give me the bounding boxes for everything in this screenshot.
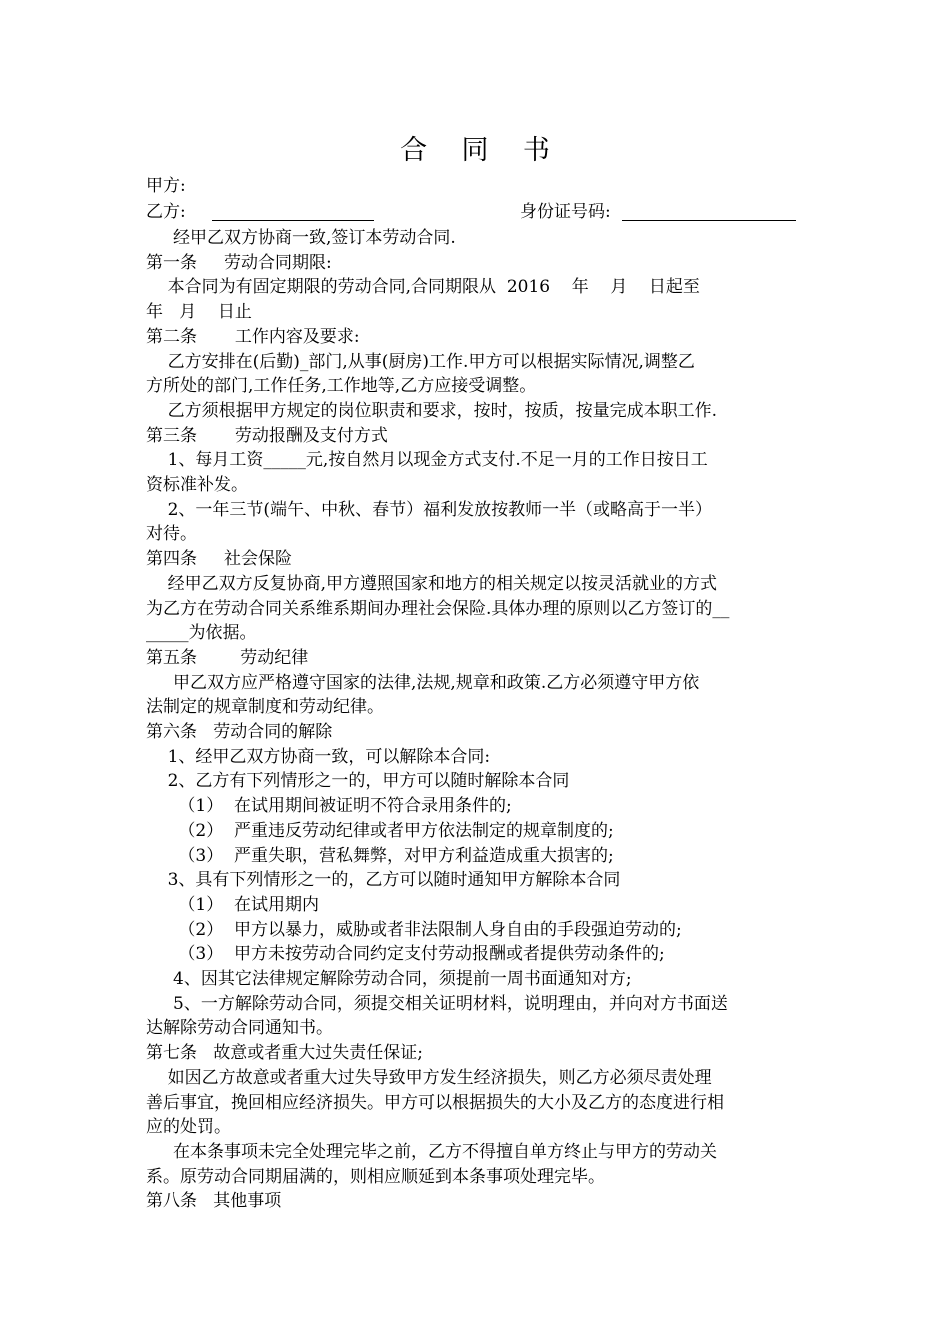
contract-line: 1、经甲乙双方协商一致，可以解除本合同: [146,747,491,767]
contract-line: 本合同为有固定期限的劳动合同,合同期限从 2016 年 月 日起至 [146,277,700,297]
contract-line: 乙方须根据甲方规定的岗位职责和要求，按时，按质，按量完成本职工作. [146,401,718,421]
contract-line: 第三条 劳动报酬及支付方式 [146,426,388,446]
contract-line: 第二条 工作内容及要求: [146,327,360,347]
contract-line: 在本条事项未完全处理完毕之前，乙方不得擅自单方终止与甲方的劳动关 [146,1142,718,1162]
contract-line: 对待。 [146,524,197,544]
contract-line: 达解除劳动合同通知书。 [146,1018,333,1038]
contract-line: 第八条 其他事项 [146,1191,282,1211]
contract-line: （2） 严重违反劳动纪律或者甲方依法制定的规章制度的; [146,821,614,841]
contract-line: 善后事宜，挽回相应经济损失。甲方可以根据损失的大小及乙方的态度进行相 [146,1093,724,1113]
contract-line: 3、具有下列情形之一的，乙方可以随时通知甲方解除本合同 [146,870,621,890]
id-number-label: 身份证号码: [520,202,611,222]
party-b-name-blank [212,200,374,221]
contract-line: 第四条 社会保险 [146,549,293,569]
contract-line: 甲乙双方应严格遵守国家的法律,法规,规章和政策.乙方必须遵守甲方依 [146,673,700,693]
contract-line: 年 月 日止 [146,302,252,322]
contract-line: 第五条 劳动纪律 [146,648,309,668]
contract-line: 方所处的部门,工作任务,工作地等,乙方应接受调整。 [146,376,537,396]
contract-line: 如因乙方故意或者重大过失导致甲方发生经济损失，则乙方必须尽责处理 [146,1068,712,1088]
contract-line: 1、每月工资_____元,按自然月以现金方式支付.不足一月的工作日按日工 [146,450,708,470]
contract-line: 第七条 故意或者重大过失责任保证; [146,1043,423,1063]
contract-line: 4、因其它法律规定解除劳动合同，须提前一周书面通知对方; [146,969,632,989]
contract-line: 第六条 劳动合同的解除 [146,722,333,742]
contract-line: （3） 甲方未按劳动合同约定支付劳动报酬或者提供劳动条件的; [146,944,665,964]
contract-line: 经甲乙双方反复协商,甲方遵照国家和地方的相关规定以按灵活就业的方式 [146,574,718,594]
contract-line: （2） 甲方以暴力，威胁或者非法限制人身自由的手段强迫劳动的; [146,920,682,940]
contract-line: （1） 在试用期间被证明不符合录用条件的; [146,796,512,816]
contract-line: 2、乙方有下列情形之一的，甲方可以随时解除本合同 [146,771,570,791]
id-number-blank [622,200,796,221]
contract-line: 资标准补发。 [146,475,248,495]
party-a-label: 甲方: [146,176,186,196]
contract-line: 第一条 劳动合同期限: [146,253,332,273]
contract-line: 2、一年三节(端午、中秋、春节）福利发放按教师一半（或略高于一半） [146,500,713,520]
contract-line: 经甲乙双方协商一致,签订本劳动合同. [146,228,456,248]
contract-line: （1） 在试用期内 [146,895,320,915]
contract-line: 系。原劳动合同期届满的，则相应顺延到本条事项处理完毕。 [146,1167,605,1187]
party-b-label: 乙方: [146,202,186,222]
contract-line: 5、一方解除劳动合同，须提交相关证明材料，说明理由，并向对方书面送 [146,994,728,1014]
contract-line: 法制定的规章制度和劳动纪律。 [146,697,384,717]
contract-line: 应的处罚。 [146,1117,231,1137]
document-title: 合 同 书 [400,135,550,166]
contract-line: （3） 严重失职，营私舞弊，对甲方利益造成重大损害的; [146,846,614,866]
contract-line: _____为依据。 [146,623,257,643]
contract-line: 为乙方在劳动合同关系维系期间办理社会保险.具体办理的原则以乙方签订的__ [146,599,730,619]
contract-line: 乙方安排在(后勤)_部门,从事(厨房)工作.甲方可以根据实际情况,调整乙 [146,352,695,372]
